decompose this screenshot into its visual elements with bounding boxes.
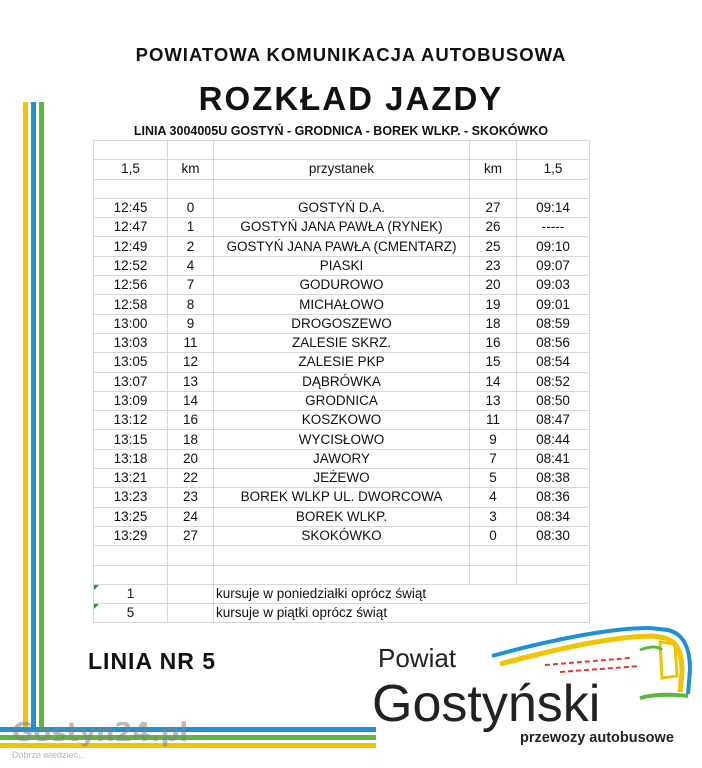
stop-name: GOSTYŃ JANA PAWŁA (CMENTARZ) [214, 237, 470, 256]
return-time: 09:07 [517, 256, 590, 275]
km-from-start: 9 [168, 314, 214, 333]
table-row [94, 469, 590, 488]
km-return: 5 [470, 469, 517, 488]
table-row [94, 391, 590, 410]
km-from-start: 4 [168, 256, 214, 275]
table-row [94, 353, 590, 372]
km-from-start: 0 [168, 198, 214, 217]
km-from-start: 8 [168, 295, 214, 314]
km-from-start: 18 [168, 430, 214, 449]
km-return: 9 [470, 430, 517, 449]
stop-name: DĄBRÓWKA [214, 372, 470, 391]
logo-main-text: Gostyński [372, 675, 601, 733]
km-from-start: 22 [168, 469, 214, 488]
route-title: LINIA 3004005U GOSTYŃ - GRODNICA - BOREK WLKP. - SKOKÓWKO [133, 124, 549, 138]
stop-name: GOSTYŃ D.A. [214, 198, 470, 217]
table-spacer-row [94, 141, 590, 160]
header-subtitle: POWIATOWA KOMUNIKACJA AUTOBUSOWA [135, 44, 567, 65]
km-return: 3 [470, 507, 517, 526]
stop-name: JAWORY [214, 449, 470, 468]
return-time: 08:47 [517, 411, 590, 430]
stop-name: BOREK WLKP. [214, 507, 470, 526]
departure-time: 12:56 [94, 276, 168, 295]
km-from-start: 13 [168, 372, 214, 391]
km-from-start: 27 [168, 526, 214, 545]
km-from-start: 14 [168, 391, 214, 410]
return-time: 08:54 [517, 353, 590, 372]
return-time: 08:52 [517, 372, 590, 391]
stop-name: ZALESIE PKP [214, 353, 470, 372]
table-row [94, 314, 590, 333]
km-from-start: 7 [168, 276, 214, 295]
column-header-km-right: km [470, 160, 517, 179]
km-return: 19 [470, 295, 517, 314]
legend-row [94, 584, 590, 603]
column-header-stop: przystanek [214, 160, 470, 179]
departure-time: 13:03 [94, 333, 168, 352]
departure-time: 12:47 [94, 218, 168, 237]
table-row [94, 372, 590, 391]
table-header-row [94, 160, 590, 179]
legend-code: 1 [94, 584, 168, 603]
table-row [94, 198, 590, 217]
stop-name: MICHAŁOWO [214, 295, 470, 314]
stop-name: DROGOSZEWO [214, 314, 470, 333]
km-from-start: 16 [168, 411, 214, 430]
km-from-start: 2 [168, 237, 214, 256]
return-time: 08:30 [517, 526, 590, 545]
left-stripe-green [39, 102, 44, 727]
stop-name: WYCISŁOWO [214, 430, 470, 449]
km-from-start: 23 [168, 488, 214, 507]
table-row [94, 526, 590, 545]
departure-time: 13:07 [94, 372, 168, 391]
stop-name: PIASKI [214, 256, 470, 275]
stop-name: SKOKÓWKO [214, 526, 470, 545]
return-time: 08:44 [517, 430, 590, 449]
stop-name: GOSTYŃ JANA PAWŁA (RYNEK) [214, 218, 470, 237]
return-time: 09:14 [517, 198, 590, 217]
departure-time: 12:52 [94, 256, 168, 275]
logo-powiat-text: Powiat [378, 643, 457, 673]
stop-name: KOSZKOWO [214, 411, 470, 430]
return-time: 08:50 [517, 391, 590, 410]
table-row [94, 295, 590, 314]
table-row [94, 237, 590, 256]
km-return: 15 [470, 353, 517, 372]
km-return: 7 [470, 449, 517, 468]
page-title: ROZKŁAD JAZDY [198, 80, 504, 117]
watermark-subtitle: Dobrze wiedzieć... [12, 750, 86, 760]
return-time: 09:03 [517, 276, 590, 295]
km-return: 14 [470, 372, 517, 391]
column-header-course-right: 1,5 [517, 160, 590, 179]
km-return: 11 [470, 411, 517, 430]
table-row [94, 333, 590, 352]
return-time: 08:41 [517, 449, 590, 468]
km-from-start: 12 [168, 353, 214, 372]
return-time: ----- [517, 218, 590, 237]
departure-time: 13:25 [94, 507, 168, 526]
km-return: 25 [470, 237, 517, 256]
table-spacer-row [94, 179, 590, 198]
stop-name: GRODNICA [214, 391, 470, 410]
return-time: 08:59 [517, 314, 590, 333]
departure-time: 13:29 [94, 526, 168, 545]
legend-text: kursuje w poniedziałki oprócz świąt [214, 584, 590, 603]
stop-name: GODUROWO [214, 276, 470, 295]
column-header-course-left: 1,5 [94, 160, 168, 179]
table-row [94, 507, 590, 526]
departure-time: 12:58 [94, 295, 168, 314]
departure-time: 13:12 [94, 411, 168, 430]
return-time: 09:10 [517, 237, 590, 256]
km-from-start: 11 [168, 333, 214, 352]
departure-time: 13:21 [94, 469, 168, 488]
logo-subtitle: przewozy autobusowe [520, 730, 674, 746]
table-row [94, 276, 590, 295]
legend-text: kursuje w piątki oprócz świąt [214, 604, 590, 623]
km-return: 20 [470, 276, 517, 295]
km-return: 26 [470, 218, 517, 237]
left-stripe-blue [31, 102, 36, 727]
departure-time: 12:49 [94, 237, 168, 256]
table-spacer-row [94, 565, 590, 584]
table-row [94, 411, 590, 430]
km-from-start: 20 [168, 449, 214, 468]
departure-time: 12:45 [94, 198, 168, 217]
return-time: 08:36 [517, 488, 590, 507]
table-spacer-row [94, 546, 590, 565]
km-return: 18 [470, 314, 517, 333]
column-header-km-left: km [168, 160, 214, 179]
stop-name: BOREK WLKP UL. DWORCOWA [214, 488, 470, 507]
return-time: 09:01 [517, 295, 590, 314]
return-time: 08:34 [517, 507, 590, 526]
km-return: 0 [470, 526, 517, 545]
table-row [94, 430, 590, 449]
return-time: 08:56 [517, 333, 590, 352]
table-row [94, 449, 590, 468]
km-return: 4 [470, 488, 517, 507]
table-row [94, 218, 590, 237]
departure-time: 13:23 [94, 488, 168, 507]
table-row [94, 488, 590, 507]
left-stripe-yellow [23, 102, 28, 727]
table-row [94, 256, 590, 275]
km-from-start: 24 [168, 507, 214, 526]
departure-time: 13:09 [94, 391, 168, 410]
km-return: 16 [470, 333, 517, 352]
departure-time: 13:18 [94, 449, 168, 468]
stop-name: ZALESIE SKRZ. [214, 333, 470, 352]
km-from-start: 1 [168, 218, 214, 237]
departure-time: 13:00 [94, 314, 168, 333]
legend-code: 5 [94, 604, 168, 623]
departure-time: 13:15 [94, 430, 168, 449]
departure-time: 13:05 [94, 353, 168, 372]
timetable [93, 140, 590, 623]
km-return: 23 [470, 256, 517, 275]
km-return: 27 [470, 198, 517, 217]
return-time: 08:38 [517, 469, 590, 488]
km-return: 13 [470, 391, 517, 410]
watermark: Gostyn24.pl [12, 718, 189, 748]
line-number-label: LINIA NR 5 [88, 648, 216, 674]
stop-name: JEŻEWO [214, 469, 470, 488]
